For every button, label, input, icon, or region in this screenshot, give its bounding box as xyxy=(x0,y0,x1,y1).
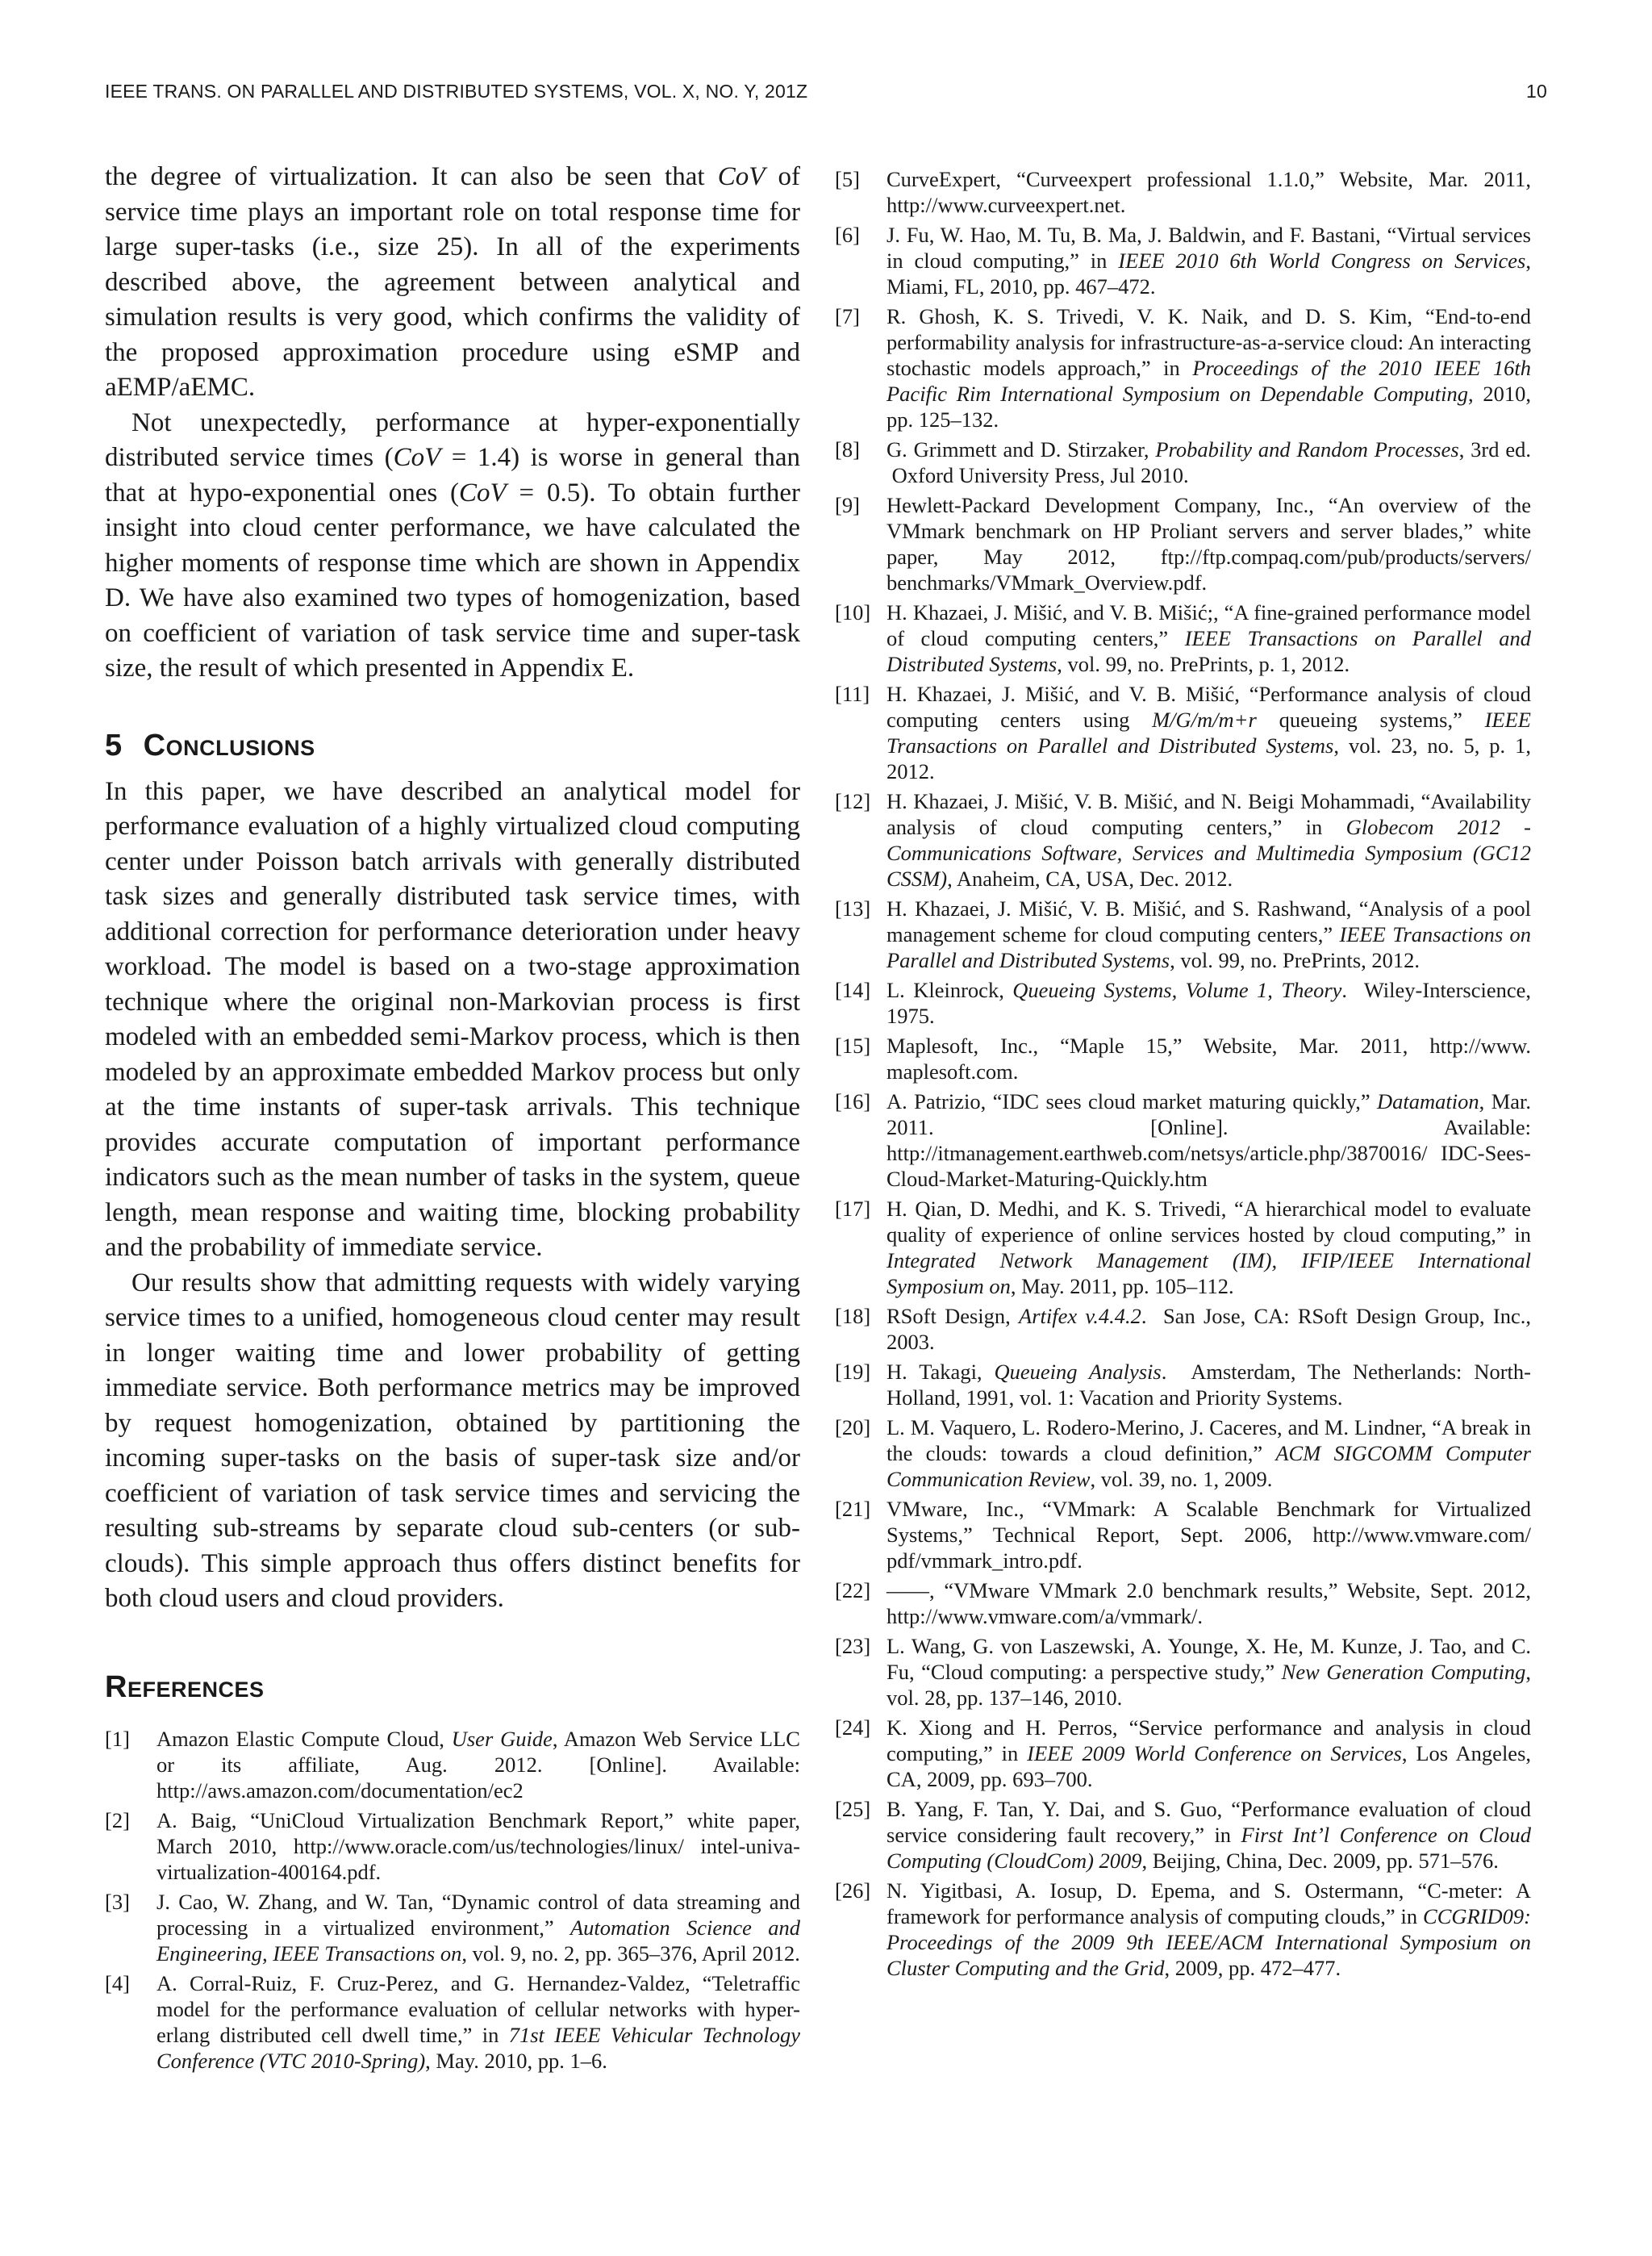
reference-text: H. Takagi, Queueing Analysis. Amsterdam, The Netherlands: North-Holland, 1991, vol. 1: Vacation and Priority Systems. xyxy=(886,1360,1531,1410)
reference-text: J. Cao, W. Zhang, and W. Tan, “Dynamic control of data streaming and processing in a virtualized environment,” Automation Science and Engineering, IEEE Transactions on, vol. 9, no. 2, pp. 365–376, April 2012. xyxy=(156,1889,800,1966)
right-column xyxy=(835,166,1531,1985)
reference-text: L. M. Vaquero, L. Rodero-Merino, J. Caceres, and M. Lindner, “A break in the clouds: towards a cloud definition,” ACM SIGCOMM Computer Communication Review, vol. 39, no. 1, 2009. xyxy=(886,1415,1531,1491)
reference-text: A. Corral-Ruiz, F. Cruz-Perez, and G. Hernandez-Valdez, “Teletraffic model for the performance evaluation of cellular networks with hyper-erlang distributed cell dwell time,” in 71st IEEE Vehicular Technology Conference (VTC 2010-Spring), May. 2010, pp. 1–6. xyxy=(156,1970,800,2073)
section-number: 5 xyxy=(105,728,123,762)
reference-item xyxy=(835,896,1531,973)
reference-label: [10] xyxy=(835,600,871,625)
reference-text: Maplesoft, Inc., “Maple 15,” Website, Mar. 2011, http://www. maplesoft.com. xyxy=(886,1034,1531,1084)
reference-item xyxy=(835,492,1531,595)
reference-item xyxy=(835,303,1531,432)
reference-text: Amazon Elastic Compute Cloud, User Guide, Amazon Web Service LLC or its affiliate, Aug. 2012. [Online]. Available: http://aws.amazon.com/documentation/ec2 xyxy=(156,1726,800,1803)
reference-item xyxy=(835,1303,1531,1355)
reference-item xyxy=(835,681,1531,784)
reference-label: [13] xyxy=(835,896,871,921)
reference-item xyxy=(105,1807,800,1885)
reference-label: [1] xyxy=(105,1726,130,1751)
reference-text: RSoft Design, Artifex v.4.4.2. San Jose, CA: RSoft Design Group, Inc., 2003. xyxy=(886,1304,1531,1354)
reference-label: [18] xyxy=(835,1304,871,1328)
reference-item xyxy=(835,1796,1531,1874)
reference-text: VMware, Inc., “VMmark: A Scalable Benchmark for Virtualized Systems,” Technical Report, Sept. 2006, http://www.vmware.com/ pdf/vmmark_intro.pdf. xyxy=(886,1497,1531,1573)
reference-text: Hewlett-Packard Development Company, Inc., “An overview of the VMmark benchmark on HP Proliant servers and server blades,” white paper, May 2012, ftp://ftp.compaq.com/pub/products/servers/ benchmarks/VMmark_Overview.pdf. xyxy=(886,493,1531,595)
reference-text: G. Grimmett and D. Stirzaker, Probability and Random Processes, 3rd ed. Oxford University Press, Jul 2010. xyxy=(886,437,1532,487)
reference-item xyxy=(835,1033,1531,1084)
reference-text: CurveExpert, “Curveexpert professional 1.1.0,” Website, Mar. 2011, http://www.curveexpert.net. xyxy=(886,167,1531,217)
reference-label: [24] xyxy=(835,1715,871,1740)
reference-item xyxy=(105,1970,800,2074)
reference-item xyxy=(835,1878,1531,1981)
reference-item xyxy=(835,1715,1531,1792)
paragraph-4: Our results show that admitting requests with widely varying service times to a unified, homogeneous cloud center may result in longer waiting time and lower probability of getting immediate service. Both performance metrics may be improved by request homogenization, obtained by partitioning the incoming super-tasks on the basis of super-task size and/or coefficient of variation of task service times and servicing the resulting sub-streams by separate cloud sub-centers (or sub-clouds). This simple approach thus offers distinct benefits for both cloud users and cloud providers. xyxy=(105,1268,800,1613)
reference-item xyxy=(835,1633,1531,1711)
reference-label: [15] xyxy=(835,1034,871,1058)
reference-text: ——, “VMware VMmark 2.0 benchmark results,” Website, Sept. 2012, http://www.vmware.com/a/vmmark/. xyxy=(886,1578,1531,1628)
reference-item xyxy=(835,166,1531,218)
reference-text: H. Qian, D. Medhi, and K. S. Trivedi, “A hierarchical model to evaluate quality of experience of online services hosted by cloud computing,” in Integrated Network Management (IM), IFIP/IEEE International Symposium on, May. 2011, pp. 105–112. xyxy=(886,1197,1531,1298)
reference-label: [9] xyxy=(835,493,860,517)
reference-item xyxy=(105,1726,800,1803)
reference-text: J. Fu, W. Hao, M. Tu, B. Ma, J. Baldwin, and F. Bastani, “Virtual services in cloud computing,” in IEEE 2010 6th World Congress on Services, Miami, FL, 2010, pp. 467–472. xyxy=(886,223,1531,299)
paragraph-1: the degree of virtualization. It can also be seen that CoV of service time plays an important role on total response time for large super-tasks (i.e., size 25). In all of the experiments described above, the agreement between analytical and simulation results is very good, which confirms the validity of the proposed approximation procedure using eSMP and aEMP/aEMC. xyxy=(105,162,800,402)
reference-label: [11] xyxy=(835,682,870,706)
reference-text: A. Baig, “UniCloud Virtualization Benchmark Report,” white paper, March 2010, http://www.oracle.com/us/technologies/linux/ intel-univa-virtualization-400164.pdf. xyxy=(156,1807,800,1884)
reference-item xyxy=(835,1577,1531,1629)
reference-item xyxy=(835,977,1531,1029)
reference-label: [8] xyxy=(835,437,860,462)
section-heading-conclusions xyxy=(105,729,800,763)
reference-label: [3] xyxy=(105,1889,130,1914)
references-heading: References xyxy=(105,1669,265,1704)
reference-text: N. Yigitbasi, A. Iosup, D. Epema, and S. Ostermann, “C-meter: A framework for performance analysis of computing clouds,” in CCGRID09: Proceedings of the 2009 9th IEEE/ACM International Symposium on Cluster Computing and the Grid, 2009, pp. 472–477. xyxy=(886,1878,1531,1980)
reference-label: [22] xyxy=(835,1578,871,1602)
reference-list-left xyxy=(105,1726,800,2074)
reference-label: [23] xyxy=(835,1634,871,1658)
running-header xyxy=(105,81,1547,113)
page-number: 10 xyxy=(1526,81,1547,102)
reference-text: R. Ghosh, K. S. Trivedi, V. K. Naik, and D. S. Kim, “End-to-end performability analysis for infrastructure-as-a-service cloud: An interacting stochastic models approach,” in Proceedings of the 2010 IEEE 16th Pacific Rim International Symposium on Dependable Computing, 2010, pp. 125–132. xyxy=(886,304,1531,432)
reference-item xyxy=(835,1496,1531,1573)
reference-item xyxy=(835,600,1531,677)
reference-text: B. Yang, F. Tan, Y. Dai, and S. Guo, “Performance evaluation of cloud service considering fault recovery,” in First Int’l Conference on Cloud Computing (CloudCom) 2009, Beijing, China, Dec. 2009, pp. 571–576. xyxy=(886,1797,1532,1873)
reference-text: H. Khazaei, J. Mišić, V. B. Mišić, and N. Beigi Mohammadi, “Availability analysis of cloud computing centers,” in Globecom 2012 - Communications Software, Services and Multimedia Symposium (GC12 CSSM), Anaheim, CA, USA, Dec. 2012. xyxy=(886,789,1531,891)
reference-list-right xyxy=(835,166,1531,1981)
reference-label: [6] xyxy=(835,223,860,247)
reference-label: [16] xyxy=(835,1089,871,1113)
reference-label: [14] xyxy=(835,978,871,1002)
reference-label: [21] xyxy=(835,1497,871,1521)
reference-item xyxy=(835,1414,1531,1492)
reference-text: L. Wang, G. von Laszewski, A. Younge, X. He, M. Kunze, J. Tao, and C. Fu, “Cloud computing: a perspective study,” New Generation Computing, vol. 28, pp. 137–146, 2010. xyxy=(886,1634,1531,1710)
reference-text: H. Khazaei, J. Mišić, V. B. Mišić, and S. Rashwand, “Analysis of a pool management scheme for cloud computing centers,” IEEE Transactions on Parallel and Distributed Systems, vol. 99, no. PrePrints, 2012. xyxy=(886,896,1531,972)
paragraph-2: Not unexpectedly, performance at hyper-exponentially distributed service times (CoV = 1.4) is worse in general than that at hypo-exponential ones (CoV = 0.5). To obtain further insight into cloud center performance, we have calculated the higher moments of response time which are shown in Appendix D. We have also examined two types of homogenization, based on coefficient of variation of task service time and super-task size, the result of which presented in Appendix E. xyxy=(105,407,801,683)
reference-label: [2] xyxy=(105,1807,130,1832)
reference-text: H. Khazaei, J. Mišić, and V. B. Mišić, “Performance analysis of cloud computing centers using M/G/m/m+r queueing systems,” IEEE Transactions on Parallel and Distributed Systems, vol. 23, no. 5, p. 1, 2012. xyxy=(886,682,1531,783)
reference-label: [5] xyxy=(835,167,860,191)
reference-label: [25] xyxy=(835,1797,871,1821)
reference-item xyxy=(835,1088,1531,1192)
reference-label: [12] xyxy=(835,789,871,813)
reference-label: [19] xyxy=(835,1360,871,1384)
reference-item xyxy=(835,1359,1531,1410)
reference-text: H. Khazaei, J. Mišić, and V. B. Mišić;, “A fine-grained performance model of cloud computing centers,” IEEE Transactions on Parallel and Distributed Systems, vol. 99, no. PrePrints, p. 1, 2012. xyxy=(886,600,1531,676)
reference-label: [17] xyxy=(835,1197,871,1221)
reference-label: [7] xyxy=(835,304,860,328)
reference-item xyxy=(835,788,1531,892)
reference-text: A. Patrizio, “IDC sees cloud market maturing quickly,” Datamation, Mar. 2011. [Online]. Available: http://itmanagement.earthweb.com/netsys/article.php/3870016/ IDC-Sees-Cloud-Market-Maturing-Quickly.htm xyxy=(886,1089,1531,1191)
left-column xyxy=(105,160,800,2078)
reference-label: [4] xyxy=(105,1970,130,1995)
reference-label: [26] xyxy=(835,1878,871,1903)
reference-text: K. Xiong and H. Perros, “Service performance and analysis in cloud computing,” in IEEE 2009 World Conference on Services, Los Angeles, CA, 2009, pp. 693–700. xyxy=(886,1715,1532,1791)
paragraph-3: In this paper, we have described an analytical model for performance evaluation of a highly virtualized cloud computing center under Poisson batch arrivals with generally distributed task sizes and generally distributed task service times, with additional correction for performance deterioration under heavy workload. The model is based on a two-stage approximation technique where the original non-Markovian process is first modeled with an embedded semi-Markov process, which is then modeled by an approximate embedded Markov process but only at the time instants of super-task arrivals. This technique provides accurate computation of important performance indicators such as the mean number of tasks in the system, queue length, mean response and waiting time, blocking probability and the probability of immediate service. xyxy=(105,776,800,1262)
reference-text: L. Kleinrock, Queueing Systems, Volume 1, Theory. Wiley-Interscience, 1975. xyxy=(886,978,1531,1028)
reference-item xyxy=(835,1196,1531,1299)
reference-item xyxy=(105,1889,800,1966)
reference-label: [20] xyxy=(835,1415,871,1439)
journal-title: IEEE TRANS. ON PARALLEL AND DISTRIBUTED SYSTEMS, VOL. X, NO. Y, 201Z xyxy=(105,81,808,102)
reference-item xyxy=(835,222,1531,299)
section-title: Conclusions xyxy=(143,728,315,762)
reference-item xyxy=(835,437,1531,488)
